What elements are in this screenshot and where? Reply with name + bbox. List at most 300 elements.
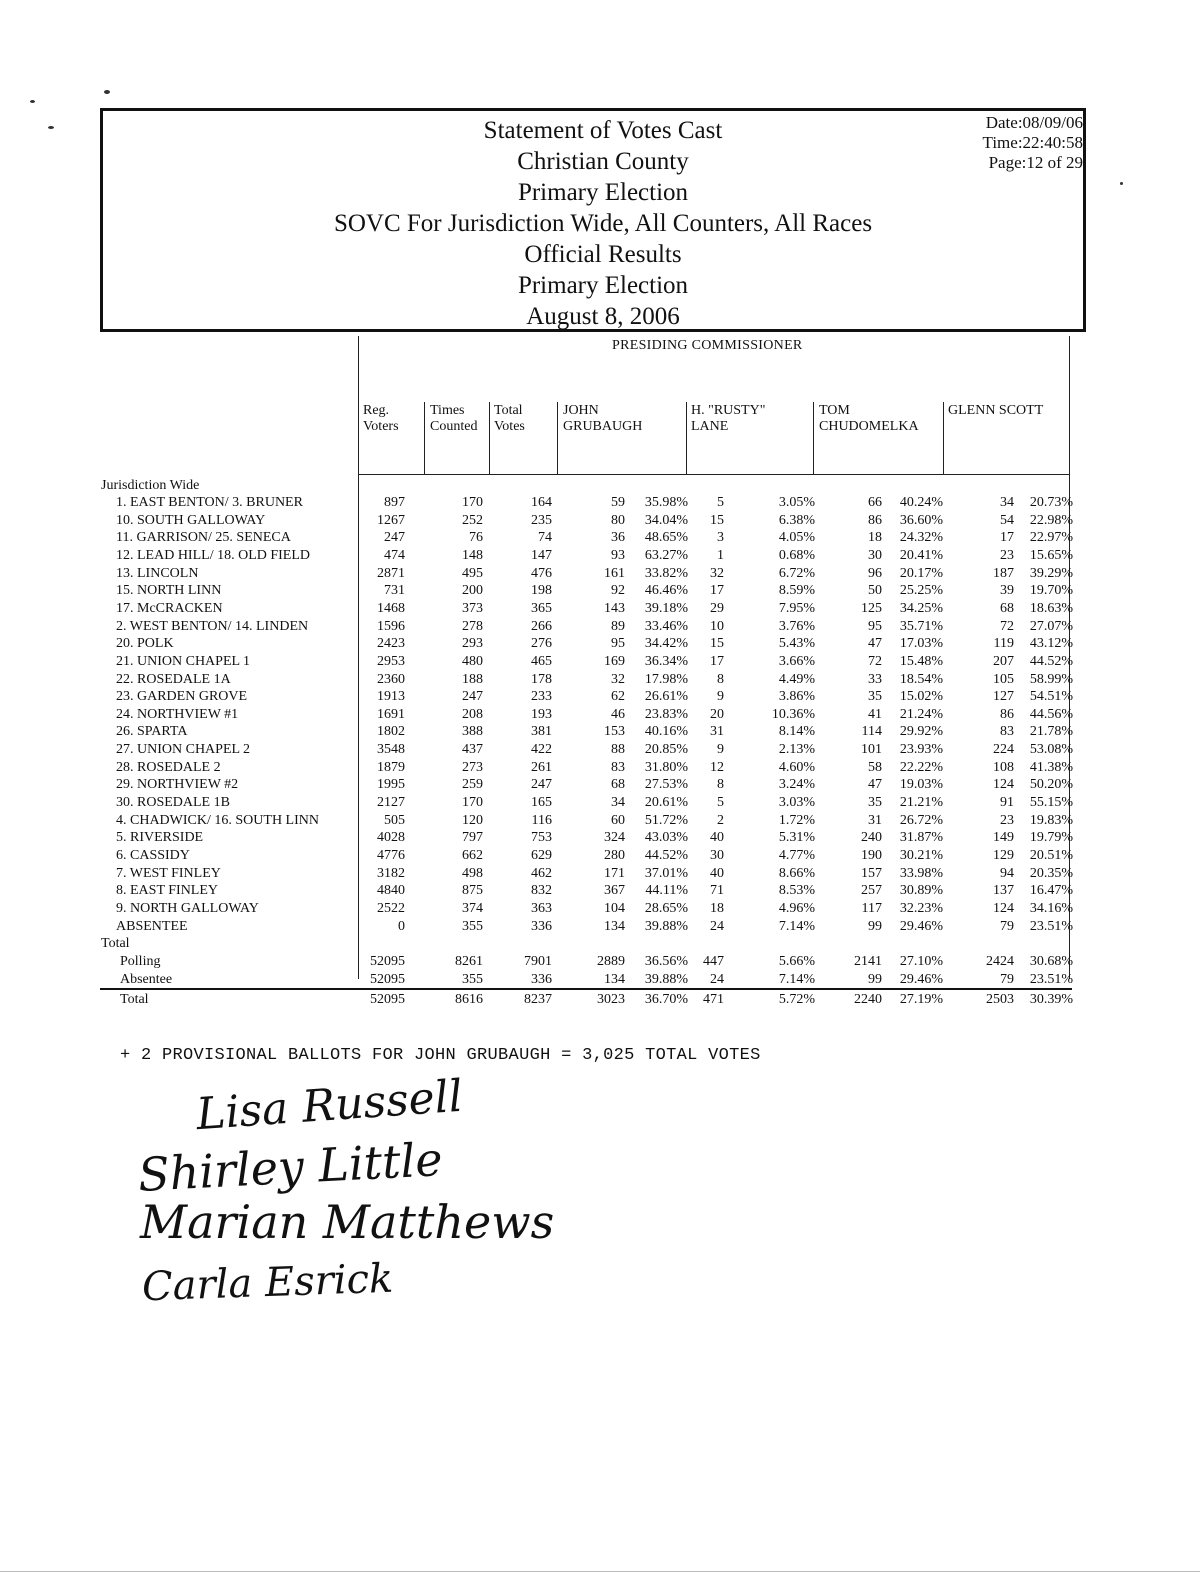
table-row [0, 760, 1200, 778]
scott-percent-cell: 23.51% [1029, 919, 1073, 934]
grubaugh-percent-cell: 34.42% [644, 636, 688, 651]
chudomelka-votes-cell: 257 [861, 883, 882, 898]
lane-percent-cell: 3.76% [778, 619, 815, 634]
header-rule [358, 474, 1070, 475]
col-head-times-counted [430, 403, 477, 435]
grubaugh-votes-cell: 367 [604, 883, 625, 898]
report-time: Time:22:40:58 [982, 133, 1083, 152]
scan-speck [1120, 182, 1123, 185]
grubaugh-percent-cell: 48.65% [644, 530, 688, 545]
grubaugh-percent-cell: 39.88% [644, 919, 688, 934]
chudomelka-percent-cell: 35.71% [899, 619, 943, 634]
chudomelka-votes-cell: 2240 [854, 992, 882, 1007]
grubaugh-percent-cell: 28.65% [644, 901, 688, 916]
grubaugh-percent-cell: 33.82% [644, 566, 688, 581]
reg-voters-cell: 1879 [377, 760, 405, 775]
precinct-name: 4. CHADWICK/ 16. SOUTH LINN [116, 813, 319, 828]
total-votes-cell: 74 [538, 530, 552, 545]
table-row [0, 724, 1200, 742]
scott-percent-cell: 22.98% [1029, 513, 1073, 528]
scott-votes-cell: 149 [993, 830, 1014, 845]
chudomelka-percent-cell: 15.48% [899, 654, 943, 669]
chudomelka-votes-cell: 2141 [854, 954, 882, 969]
times-counted-cell: 8616 [455, 992, 483, 1007]
times-counted-cell: 188 [462, 672, 483, 687]
lane-votes-cell: 15 [710, 513, 724, 528]
scott-votes-cell: 129 [993, 848, 1014, 863]
lane-votes-cell: 1 [717, 548, 724, 563]
chudomelka-percent-cell: 29.46% [899, 972, 943, 987]
chudomelka-percent-cell: 18.54% [899, 672, 943, 687]
col-head-total-votes [494, 403, 525, 435]
total-votes-cell: 832 [531, 883, 552, 898]
times-counted-cell: 355 [462, 972, 483, 987]
total-votes-cell: 381 [531, 724, 552, 739]
precinct-name: 28. ROSEDALE 2 [116, 760, 221, 775]
chudomelka-votes-cell: 35 [868, 795, 882, 810]
grubaugh-votes-cell: 134 [604, 972, 625, 987]
table-row [0, 866, 1200, 884]
scott-votes-cell: 72 [1000, 619, 1014, 634]
precinct-name: 10. SOUTH GALLOWAY [116, 513, 266, 528]
precinct-name: 11. GARRISON/ 25. SENECA [116, 530, 291, 545]
times-counted-cell: 495 [462, 566, 483, 581]
grubaugh-votes-cell: 32 [611, 672, 625, 687]
chudomelka-percent-cell: 27.10% [899, 954, 943, 969]
precinct-name: 8. EAST FINLEY [116, 883, 219, 898]
scott-percent-cell: 53.08% [1029, 742, 1073, 757]
scott-votes-cell: 68 [1000, 601, 1014, 616]
signature: Marian Matthews [140, 1195, 555, 1249]
scott-percent-cell: 23.51% [1029, 972, 1073, 987]
reg-voters-cell: 2871 [377, 566, 405, 581]
scott-percent-cell: 27.07% [1029, 619, 1073, 634]
times-counted-cell: 480 [462, 654, 483, 669]
precinct-name: 7. WEST FINLEY [116, 866, 221, 881]
reg-voters-cell: 1267 [377, 513, 405, 528]
reg-voters-cell: 3548 [377, 742, 405, 757]
scott-percent-cell: 39.29% [1029, 566, 1073, 581]
reg-voters-cell: 4776 [377, 848, 405, 863]
chudomelka-percent-cell: 30.89% [899, 883, 943, 898]
times-counted-cell: 170 [462, 795, 483, 810]
lane-votes-cell: 30 [710, 848, 724, 863]
grubaugh-votes-cell: 89 [611, 619, 625, 634]
scott-votes-cell: 124 [993, 777, 1014, 792]
grubaugh-votes-cell: 88 [611, 742, 625, 757]
total-votes-cell: 235 [531, 513, 552, 528]
precinct-name: 30. ROSEDALE 1B [116, 795, 230, 810]
precinct-name: 17. McCRACKEN [116, 601, 223, 616]
lane-votes-cell: 2 [717, 813, 724, 828]
signature: Carla Esrick [141, 1255, 394, 1311]
total-rule [100, 988, 1072, 990]
scott-votes-cell: 2503 [986, 992, 1014, 1007]
scott-votes-cell: 94 [1000, 866, 1014, 881]
reg-voters-cell: 1468 [377, 601, 405, 616]
chudomelka-votes-cell: 66 [868, 495, 882, 510]
times-counted-cell: 259 [462, 777, 483, 792]
table-row [0, 495, 1200, 513]
col-head-line: Voters [363, 419, 399, 434]
chudomelka-votes-cell: 101 [861, 742, 882, 757]
times-counted-cell: 148 [462, 548, 483, 563]
scott-votes-cell: 2424 [986, 954, 1014, 969]
total-votes-cell: 198 [531, 583, 552, 598]
grubaugh-votes-cell: 68 [611, 777, 625, 792]
grubaugh-percent-cell: 23.83% [644, 707, 688, 722]
reg-voters-cell: 247 [384, 530, 405, 545]
chudomelka-votes-cell: 30 [868, 548, 882, 563]
grubaugh-votes-cell: 80 [611, 513, 625, 528]
chudomelka-votes-cell: 18 [868, 530, 882, 545]
lane-percent-cell: 0.68% [778, 548, 815, 563]
precinct-name: 9. NORTH GALLOWAY [116, 901, 259, 916]
grubaugh-votes-cell: 36 [611, 530, 625, 545]
scott-votes-cell: 17 [1000, 530, 1014, 545]
times-counted-cell: 662 [462, 848, 483, 863]
scott-votes-cell: 187 [993, 566, 1014, 581]
table-row [0, 689, 1200, 707]
col-head-rusty-lane [691, 403, 765, 435]
lane-votes-cell: 20 [710, 707, 724, 722]
table-row [0, 777, 1200, 795]
col-head-line: Votes [494, 419, 525, 434]
table-row [0, 830, 1200, 848]
grubaugh-votes-cell: 169 [604, 654, 625, 669]
total-label: Total [101, 936, 130, 951]
col-head-line: Total [494, 403, 523, 418]
precinct-name: 29. NORTHVIEW #2 [116, 777, 239, 792]
chudomelka-percent-cell: 24.32% [899, 530, 943, 545]
total-votes-cell: 422 [531, 742, 552, 757]
lane-votes-cell: 471 [703, 992, 724, 1007]
lane-percent-cell: 2.13% [778, 742, 815, 757]
chudomelka-votes-cell: 96 [868, 566, 882, 581]
col-head-line: JOHN [563, 403, 599, 418]
chudomelka-percent-cell: 26.72% [899, 813, 943, 828]
grubaugh-votes-cell: 95 [611, 636, 625, 651]
lane-percent-cell: 4.77% [778, 848, 815, 863]
precinct-name: 27. UNION CHAPEL 2 [116, 742, 251, 757]
table-row [0, 795, 1200, 813]
total-votes-cell: 629 [531, 848, 552, 863]
title-line: Primary Election [517, 272, 689, 299]
scott-votes-cell: 127 [993, 689, 1014, 704]
scott-percent-cell: 21.78% [1029, 724, 1073, 739]
chudomelka-percent-cell: 20.41% [899, 548, 943, 563]
report-date: Date:08/09/06 [985, 113, 1083, 132]
column-divider [943, 402, 944, 474]
times-counted-cell: 247 [462, 689, 483, 704]
times-counted-cell: 252 [462, 513, 483, 528]
table-row [0, 672, 1200, 690]
grubaugh-votes-cell: 83 [611, 760, 625, 775]
reg-voters-cell: 1691 [377, 707, 405, 722]
col-head-line: LANE [691, 419, 729, 434]
precinct-name: 23. GARDEN GROVE [116, 689, 248, 704]
scott-percent-cell: 44.52% [1029, 654, 1073, 669]
scott-percent-cell: 19.79% [1029, 830, 1073, 845]
total-votes-cell: 8237 [524, 992, 552, 1007]
scott-percent-cell: 19.70% [1029, 583, 1073, 598]
precinct-name: ABSENTEE [116, 919, 188, 934]
column-divider [557, 402, 558, 474]
scott-votes-cell: 124 [993, 901, 1014, 916]
grubaugh-percent-cell: 36.70% [644, 992, 688, 1007]
grubaugh-percent-cell: 44.11% [645, 883, 688, 898]
precinct-name: 22. ROSEDALE 1A [116, 672, 231, 687]
col-head-tom-chudomelka [819, 403, 919, 435]
section-row [0, 478, 1200, 496]
total-votes-cell: 178 [531, 672, 552, 687]
precinct-name: Total [120, 992, 149, 1007]
precinct-name: 2. WEST BENTON/ 14. LINDEN [116, 619, 309, 634]
reg-voters-cell: 897 [384, 495, 405, 510]
lane-percent-cell: 5.72% [778, 992, 815, 1007]
col-head-line: GLENN SCOTT [948, 403, 1044, 418]
col-head-glenn-scott [948, 403, 1043, 419]
scott-votes-cell: 86 [1000, 707, 1014, 722]
precinct-name: 13. LINCOLN [116, 566, 199, 581]
grubaugh-votes-cell: 280 [604, 848, 625, 863]
lane-votes-cell: 40 [710, 866, 724, 881]
chudomelka-percent-cell: 19.03% [899, 777, 943, 792]
subtotal-row [0, 954, 1200, 972]
grubaugh-percent-cell: 44.52% [644, 848, 688, 863]
reg-voters-cell: 4840 [377, 883, 405, 898]
chudomelka-votes-cell: 117 [861, 901, 882, 916]
lane-percent-cell: 8.53% [778, 883, 815, 898]
table-row [0, 601, 1200, 619]
total-votes-cell: 363 [531, 901, 552, 916]
report-page: Page:12 of 29 [988, 153, 1083, 172]
reg-voters-cell: 2522 [377, 901, 405, 916]
precinct-name: 5. RIVERSIDE [116, 830, 204, 845]
grubaugh-percent-cell: 39.88% [644, 972, 688, 987]
lane-percent-cell: 4.05% [778, 530, 815, 545]
grubaugh-votes-cell: 3023 [597, 992, 625, 1007]
signature: Shirley Little [136, 1132, 444, 1202]
chudomelka-votes-cell: 114 [861, 724, 882, 739]
grubaugh-votes-cell: 46 [611, 707, 625, 722]
lane-votes-cell: 9 [717, 742, 724, 757]
scott-votes-cell: 23 [1000, 548, 1014, 563]
chudomelka-percent-cell: 22.22% [899, 760, 943, 775]
scan-speck [48, 126, 54, 129]
times-counted-cell: 875 [462, 883, 483, 898]
lane-percent-cell: 8.59% [778, 583, 815, 598]
reg-voters-cell: 505 [384, 813, 405, 828]
scott-votes-cell: 105 [993, 672, 1014, 687]
provisional-ballots-note: + 2 PROVISIONAL BALLOTS FOR JOHN GRUBAUGH = 3,025 TOTAL VOTES [120, 1046, 761, 1065]
reg-voters-cell: 1596 [377, 619, 405, 634]
table-row [0, 654, 1200, 672]
scott-percent-cell: 22.97% [1029, 530, 1073, 545]
chudomelka-percent-cell: 27.19% [899, 992, 943, 1007]
scan-speck [104, 90, 110, 94]
reg-voters-cell: 2423 [377, 636, 405, 651]
lane-votes-cell: 32 [710, 566, 724, 581]
chudomelka-votes-cell: 47 [868, 636, 882, 651]
grubaugh-votes-cell: 153 [604, 724, 625, 739]
table-row [0, 901, 1200, 919]
total-votes-cell: 462 [531, 866, 552, 881]
lane-percent-cell: 6.38% [778, 513, 815, 528]
precinct-name: Polling [120, 954, 161, 969]
scott-votes-cell: 54 [1000, 513, 1014, 528]
lane-percent-cell: 3.86% [778, 689, 815, 704]
grubaugh-percent-cell: 17.98% [644, 672, 688, 687]
scott-percent-cell: 20.35% [1029, 866, 1073, 881]
lane-percent-cell: 6.72% [778, 566, 815, 581]
scott-votes-cell: 79 [1000, 972, 1014, 987]
total-votes-cell: 164 [531, 495, 552, 510]
total-votes-cell: 336 [531, 972, 552, 987]
scan-edge [0, 1571, 1200, 1572]
scott-votes-cell: 83 [1000, 724, 1014, 739]
grubaugh-percent-cell: 43.03% [644, 830, 688, 845]
precinct-name: 6. CASSIDY [116, 848, 190, 863]
scan-speck [30, 100, 35, 103]
grubaugh-percent-cell: 27.53% [644, 777, 688, 792]
grubaugh-percent-cell: 51.72% [644, 813, 688, 828]
table-row [0, 566, 1200, 584]
grubaugh-percent-cell: 46.46% [644, 583, 688, 598]
grubaugh-percent-cell: 20.61% [644, 795, 688, 810]
chudomelka-percent-cell: 29.46% [899, 919, 943, 934]
grubaugh-percent-cell: 31.80% [644, 760, 688, 775]
scott-percent-cell: 34.16% [1029, 901, 1073, 916]
total-votes-cell: 266 [531, 619, 552, 634]
report-title [303, 115, 903, 332]
table-row [0, 513, 1200, 531]
col-head-line: H. "RUSTY" [691, 403, 766, 418]
scott-votes-cell: 108 [993, 760, 1014, 775]
lane-percent-cell: 7.14% [778, 919, 815, 934]
scott-percent-cell: 58.99% [1029, 672, 1073, 687]
lane-percent-cell: 5.43% [778, 636, 815, 651]
lane-votes-cell: 447 [703, 954, 724, 969]
total-votes-cell: 476 [531, 566, 552, 581]
chudomelka-votes-cell: 99 [868, 919, 882, 934]
chudomelka-percent-cell: 17.03% [899, 636, 943, 651]
total-votes-cell: 753 [531, 830, 552, 845]
chudomelka-votes-cell: 41 [868, 707, 882, 722]
scott-percent-cell: 19.83% [1029, 813, 1073, 828]
grubaugh-votes-cell: 59 [611, 495, 625, 510]
precinct-name: 20. POLK [116, 636, 174, 651]
column-divider [686, 402, 687, 474]
chudomelka-votes-cell: 33 [868, 672, 882, 687]
title-line: Primary Election [517, 179, 689, 206]
total-votes-cell: 465 [531, 654, 552, 669]
reg-voters-cell: 1995 [377, 777, 405, 792]
lane-votes-cell: 5 [717, 495, 724, 510]
grubaugh-percent-cell: 26.61% [644, 689, 688, 704]
table-row [0, 707, 1200, 725]
grubaugh-votes-cell: 2889 [597, 954, 625, 969]
chudomelka-percent-cell: 15.02% [899, 689, 943, 704]
scott-percent-cell: 41.38% [1029, 760, 1073, 775]
table-row [0, 813, 1200, 831]
lane-percent-cell: 3.66% [778, 654, 815, 669]
reg-voters-cell: 0 [398, 919, 405, 934]
scott-votes-cell: 79 [1000, 919, 1014, 934]
report-meta [983, 113, 1083, 173]
times-counted-cell: 388 [462, 724, 483, 739]
total-votes-cell: 365 [531, 601, 552, 616]
chudomelka-votes-cell: 50 [868, 583, 882, 598]
column-divider [489, 402, 490, 474]
reg-voters-cell: 731 [384, 583, 405, 598]
total-votes-cell: 247 [531, 777, 552, 792]
table-row [0, 742, 1200, 760]
lane-percent-cell: 3.24% [778, 777, 815, 792]
chudomelka-votes-cell: 47 [868, 777, 882, 792]
scott-percent-cell: 20.51% [1029, 848, 1073, 863]
grubaugh-percent-cell: 63.27% [644, 548, 688, 563]
lane-votes-cell: 5 [717, 795, 724, 810]
grubaugh-votes-cell: 143 [604, 601, 625, 616]
lane-percent-cell: 4.96% [778, 901, 815, 916]
chudomelka-votes-cell: 31 [868, 813, 882, 828]
grubaugh-votes-cell: 134 [604, 919, 625, 934]
total-votes-cell: 233 [531, 689, 552, 704]
scott-percent-cell: 30.68% [1029, 954, 1073, 969]
reg-voters-cell: 2127 [377, 795, 405, 810]
total-votes-cell: 193 [531, 707, 552, 722]
reg-voters-cell: 2953 [377, 654, 405, 669]
grubaugh-percent-cell: 34.04% [644, 513, 688, 528]
grubaugh-percent-cell: 36.34% [644, 654, 688, 669]
scott-votes-cell: 207 [993, 654, 1014, 669]
col-head-line: Reg. [363, 403, 390, 418]
lane-votes-cell: 40 [710, 830, 724, 845]
scott-percent-cell: 16.47% [1029, 883, 1073, 898]
reg-voters-cell: 52095 [370, 972, 405, 987]
col-head-line: Times [430, 403, 465, 418]
table-row [0, 919, 1200, 937]
chudomelka-percent-cell: 21.24% [899, 707, 943, 722]
chudomelka-percent-cell: 23.93% [899, 742, 943, 757]
scott-percent-cell: 44.56% [1029, 707, 1073, 722]
times-counted-cell: 437 [462, 742, 483, 757]
precinct-name: Absentee [120, 972, 173, 987]
times-counted-cell: 293 [462, 636, 483, 651]
times-counted-cell: 170 [462, 495, 483, 510]
table-row [0, 619, 1200, 637]
table-row [0, 583, 1200, 601]
title-line: August 8, 2006 [526, 303, 680, 330]
scott-votes-cell: 224 [993, 742, 1014, 757]
lane-votes-cell: 24 [710, 972, 724, 987]
chudomelka-percent-cell: 32.23% [899, 901, 943, 916]
col-head-line: Counted [430, 419, 478, 434]
table-row [0, 530, 1200, 548]
grubaugh-votes-cell: 92 [611, 583, 625, 598]
lane-percent-cell: 8.14% [778, 724, 815, 739]
grubaugh-votes-cell: 60 [611, 813, 625, 828]
total-votes-cell: 165 [531, 795, 552, 810]
lane-votes-cell: 17 [710, 654, 724, 669]
reg-voters-cell: 52095 [370, 954, 405, 969]
scott-votes-cell: 119 [993, 636, 1014, 651]
title-line: Statement of Votes Cast [483, 117, 723, 144]
column-divider [813, 402, 814, 474]
race-title: PRESIDING COMMISSIONER [612, 338, 803, 353]
times-counted-cell: 355 [462, 919, 483, 934]
